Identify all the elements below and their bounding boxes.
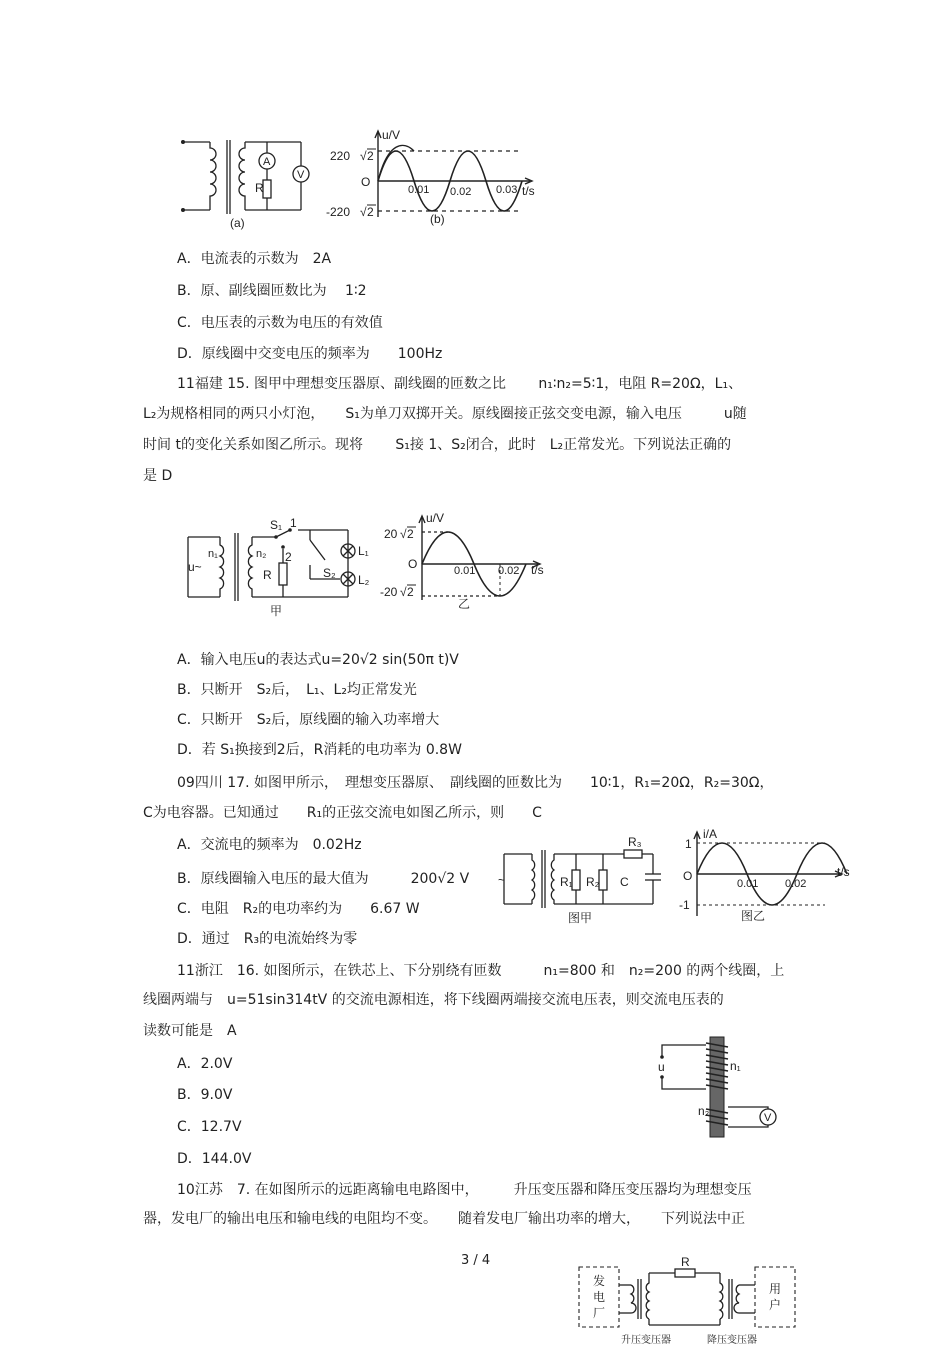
figure-4-iron-core: [650, 1035, 785, 1140]
y-min-radicand: 2: [367, 205, 374, 219]
x-axis-label: t/s: [522, 184, 535, 198]
svg-text:√: √: [400, 585, 407, 599]
svg-text:√: √: [400, 527, 407, 541]
y-min-label: -1: [679, 898, 690, 912]
y-max-label: 20: [384, 527, 398, 541]
caption-tu-jia: 图甲: [568, 911, 593, 925]
tick-2: 0.02: [450, 186, 472, 198]
y-min-label: -20: [380, 585, 398, 599]
y-min-label: -220: [326, 205, 351, 219]
q2-line-2: L₂为规格相同的两只小灯泡， S₁为单刀双掷开关。原线圈接正弦交变电源，输入电压 u随: [143, 406, 747, 422]
q3-line-2: C为电容器。已知通过 R₁的正弦交流电如图乙所示，则 C: [143, 805, 542, 821]
l1-label: L₁: [358, 544, 369, 558]
figure-1-voltage-graph: [320, 125, 550, 225]
q4-option-d: D．144.0V: [177, 1151, 252, 1167]
y-max-label: 1: [685, 837, 692, 851]
q5-line-2: 器，发电厂的输出电压和输电线的电阻均不变。 随着发电厂输出功率的增大， 下列说法中正: [143, 1211, 745, 1227]
tick-1: 0.01: [408, 184, 430, 196]
caption-yi: 乙: [458, 597, 471, 611]
figure-2-circuit: [180, 515, 380, 620]
q3-option-a: A．交流电的频率为 0.02Hz: [177, 837, 362, 853]
figure-3-current-graph: [675, 828, 860, 928]
q2-option-c: C．只断开 S₂后，原线圈的输入功率增大: [177, 712, 440, 728]
source-symbol: ~: [498, 873, 506, 887]
plant-char-3: 厂: [593, 1306, 606, 1320]
step-down-label: 降压变压器: [707, 1335, 757, 1345]
figure-3-circuit: [498, 832, 663, 927]
q3-option-d: D．通过 R₃的电流始终为零: [177, 931, 358, 947]
y-max-label: 220: [330, 149, 351, 163]
caption-jia: 甲: [270, 604, 283, 618]
r1-label: R₁: [560, 875, 573, 889]
s1-label: S₁: [270, 518, 283, 532]
n1-label: n₁: [208, 548, 218, 560]
page-number: 3 / 4: [461, 1253, 491, 1268]
figure-1-transformer-circuit: [175, 128, 315, 233]
q3-option-b: B．原线圈输入电压的最大值为 200√2 V: [177, 871, 470, 887]
q2-line-4: 是 D: [143, 468, 173, 484]
origin-label: O: [361, 175, 371, 189]
x-axis-label: t/s: [531, 563, 544, 577]
s2-label: S₂: [323, 566, 336, 580]
tick-1: 0.01: [454, 565, 476, 577]
q4-line-1: 11浙江 16. 如图所示，在铁芯上、下分别绕有匝数 n₁=800 和 n₂=200 的两个线圈，上: [177, 963, 785, 979]
plant-char-2: 电: [593, 1290, 606, 1304]
tick-1: 0.01: [737, 878, 759, 890]
n2-label: n₂: [256, 548, 267, 560]
y-max-radicand: 2: [367, 149, 374, 163]
svg-text:√: √: [360, 149, 367, 163]
q1-option-a: A．电流表的示数为 2A: [177, 251, 332, 267]
origin-label: O: [408, 557, 418, 571]
tick-2: 0.02: [498, 565, 520, 577]
q1-option-d: D．原线圈中交变电压的频率为 100Hz: [177, 346, 443, 362]
plant-char-1: 发: [593, 1274, 606, 1288]
q5-line-1: 10江苏 7. 在如图所示的远距离输电电路图中， 升压变压器和降压变压器均为理想变压: [177, 1182, 752, 1198]
caption-tu-yi: 图乙: [741, 909, 766, 923]
figure-5-transmission: [575, 1255, 803, 1345]
figure-b-label: (b): [430, 212, 445, 226]
q4-line-3: 读数可能是 A: [143, 1023, 237, 1039]
y-min-radicand: 2: [407, 585, 414, 599]
c-label: C: [620, 875, 629, 889]
n2-label: n₂: [698, 1104, 710, 1118]
r-label: R: [681, 1255, 690, 1269]
q2-line-1: 11福建 15. 图甲中理想变压器原、副线圈的匝数之比 n₁∶n₂=5∶1，电阻 R=20Ω，L₁、: [177, 376, 743, 392]
origin-label: O: [683, 869, 693, 883]
r2-label: R₂: [586, 875, 600, 889]
y-axis-label: i/A: [703, 827, 718, 841]
q2-line-3: 时间 t的变化关系如图乙所示。现将 S₁接 1、S₂闭合，此时 L₂正常发光。下列说法正确的: [143, 437, 732, 453]
figure-a-label: (a): [230, 216, 245, 230]
q4-line-2: 线圈两端与 u=51sin314tV 的交流电源相连，将下线圈两端接交流电压表，则交流电压表的: [143, 992, 724, 1008]
source-label: u~: [188, 560, 202, 574]
u-label: u: [658, 1060, 665, 1074]
user-char-1: 用: [769, 1282, 782, 1296]
n1-label: n₁: [730, 1059, 741, 1073]
tick-2: 0.02: [785, 878, 807, 890]
q2-option-a: A．输入电压u的表达式u=20√2 sin(50π t)V: [177, 652, 459, 668]
q1-option-c: C．电压表的示数为电压的有效值: [177, 315, 383, 331]
l2-label: L₂: [358, 573, 370, 587]
ammeter-label: A: [263, 156, 271, 168]
q1-option-b: B．原、副线圈匝数比为 1∶2: [177, 283, 367, 299]
q4-option-b: B．9.0V: [177, 1087, 233, 1103]
resistor-label: R: [255, 181, 264, 195]
x-axis-label: t/s: [837, 865, 850, 879]
step-up-label: 升压变压器: [621, 1335, 671, 1345]
y-max-radicand: 2: [407, 527, 414, 541]
tick-3: 0.03: [496, 184, 518, 196]
r3-label: R₃: [628, 835, 642, 849]
q3-option-c: C．电阻 R₂的电功率约为 6.67 W: [177, 901, 420, 917]
q4-option-c: C．12.7V: [177, 1119, 242, 1135]
q2-option-d: D．若 S₁换接到2后，R消耗的电功率为 0.8W: [177, 742, 462, 758]
q4-option-a: A．2.0V: [177, 1056, 233, 1072]
voltmeter-label: V: [297, 169, 305, 181]
pos1-label: 1: [290, 516, 297, 530]
q2-option-b: B．只断开 S₂后， L₁、L₂均正常发光: [177, 682, 417, 698]
q3-line-1: 09四川 17. 如图甲所示， 理想变压器原、 副线圈的匝数比为 10∶1，R₁=20Ω，R₂=30Ω，: [177, 775, 774, 791]
user-char-2: 户: [769, 1298, 782, 1312]
y-axis-label: u/V: [382, 128, 401, 142]
r-label: R: [263, 568, 272, 582]
svg-text:√: √: [360, 205, 367, 219]
pos2-label: 2: [285, 550, 292, 564]
voltmeter-label: V: [764, 1112, 772, 1124]
y-axis-label: u/V: [426, 511, 445, 525]
figure-2-voltage-graph: [378, 510, 558, 610]
